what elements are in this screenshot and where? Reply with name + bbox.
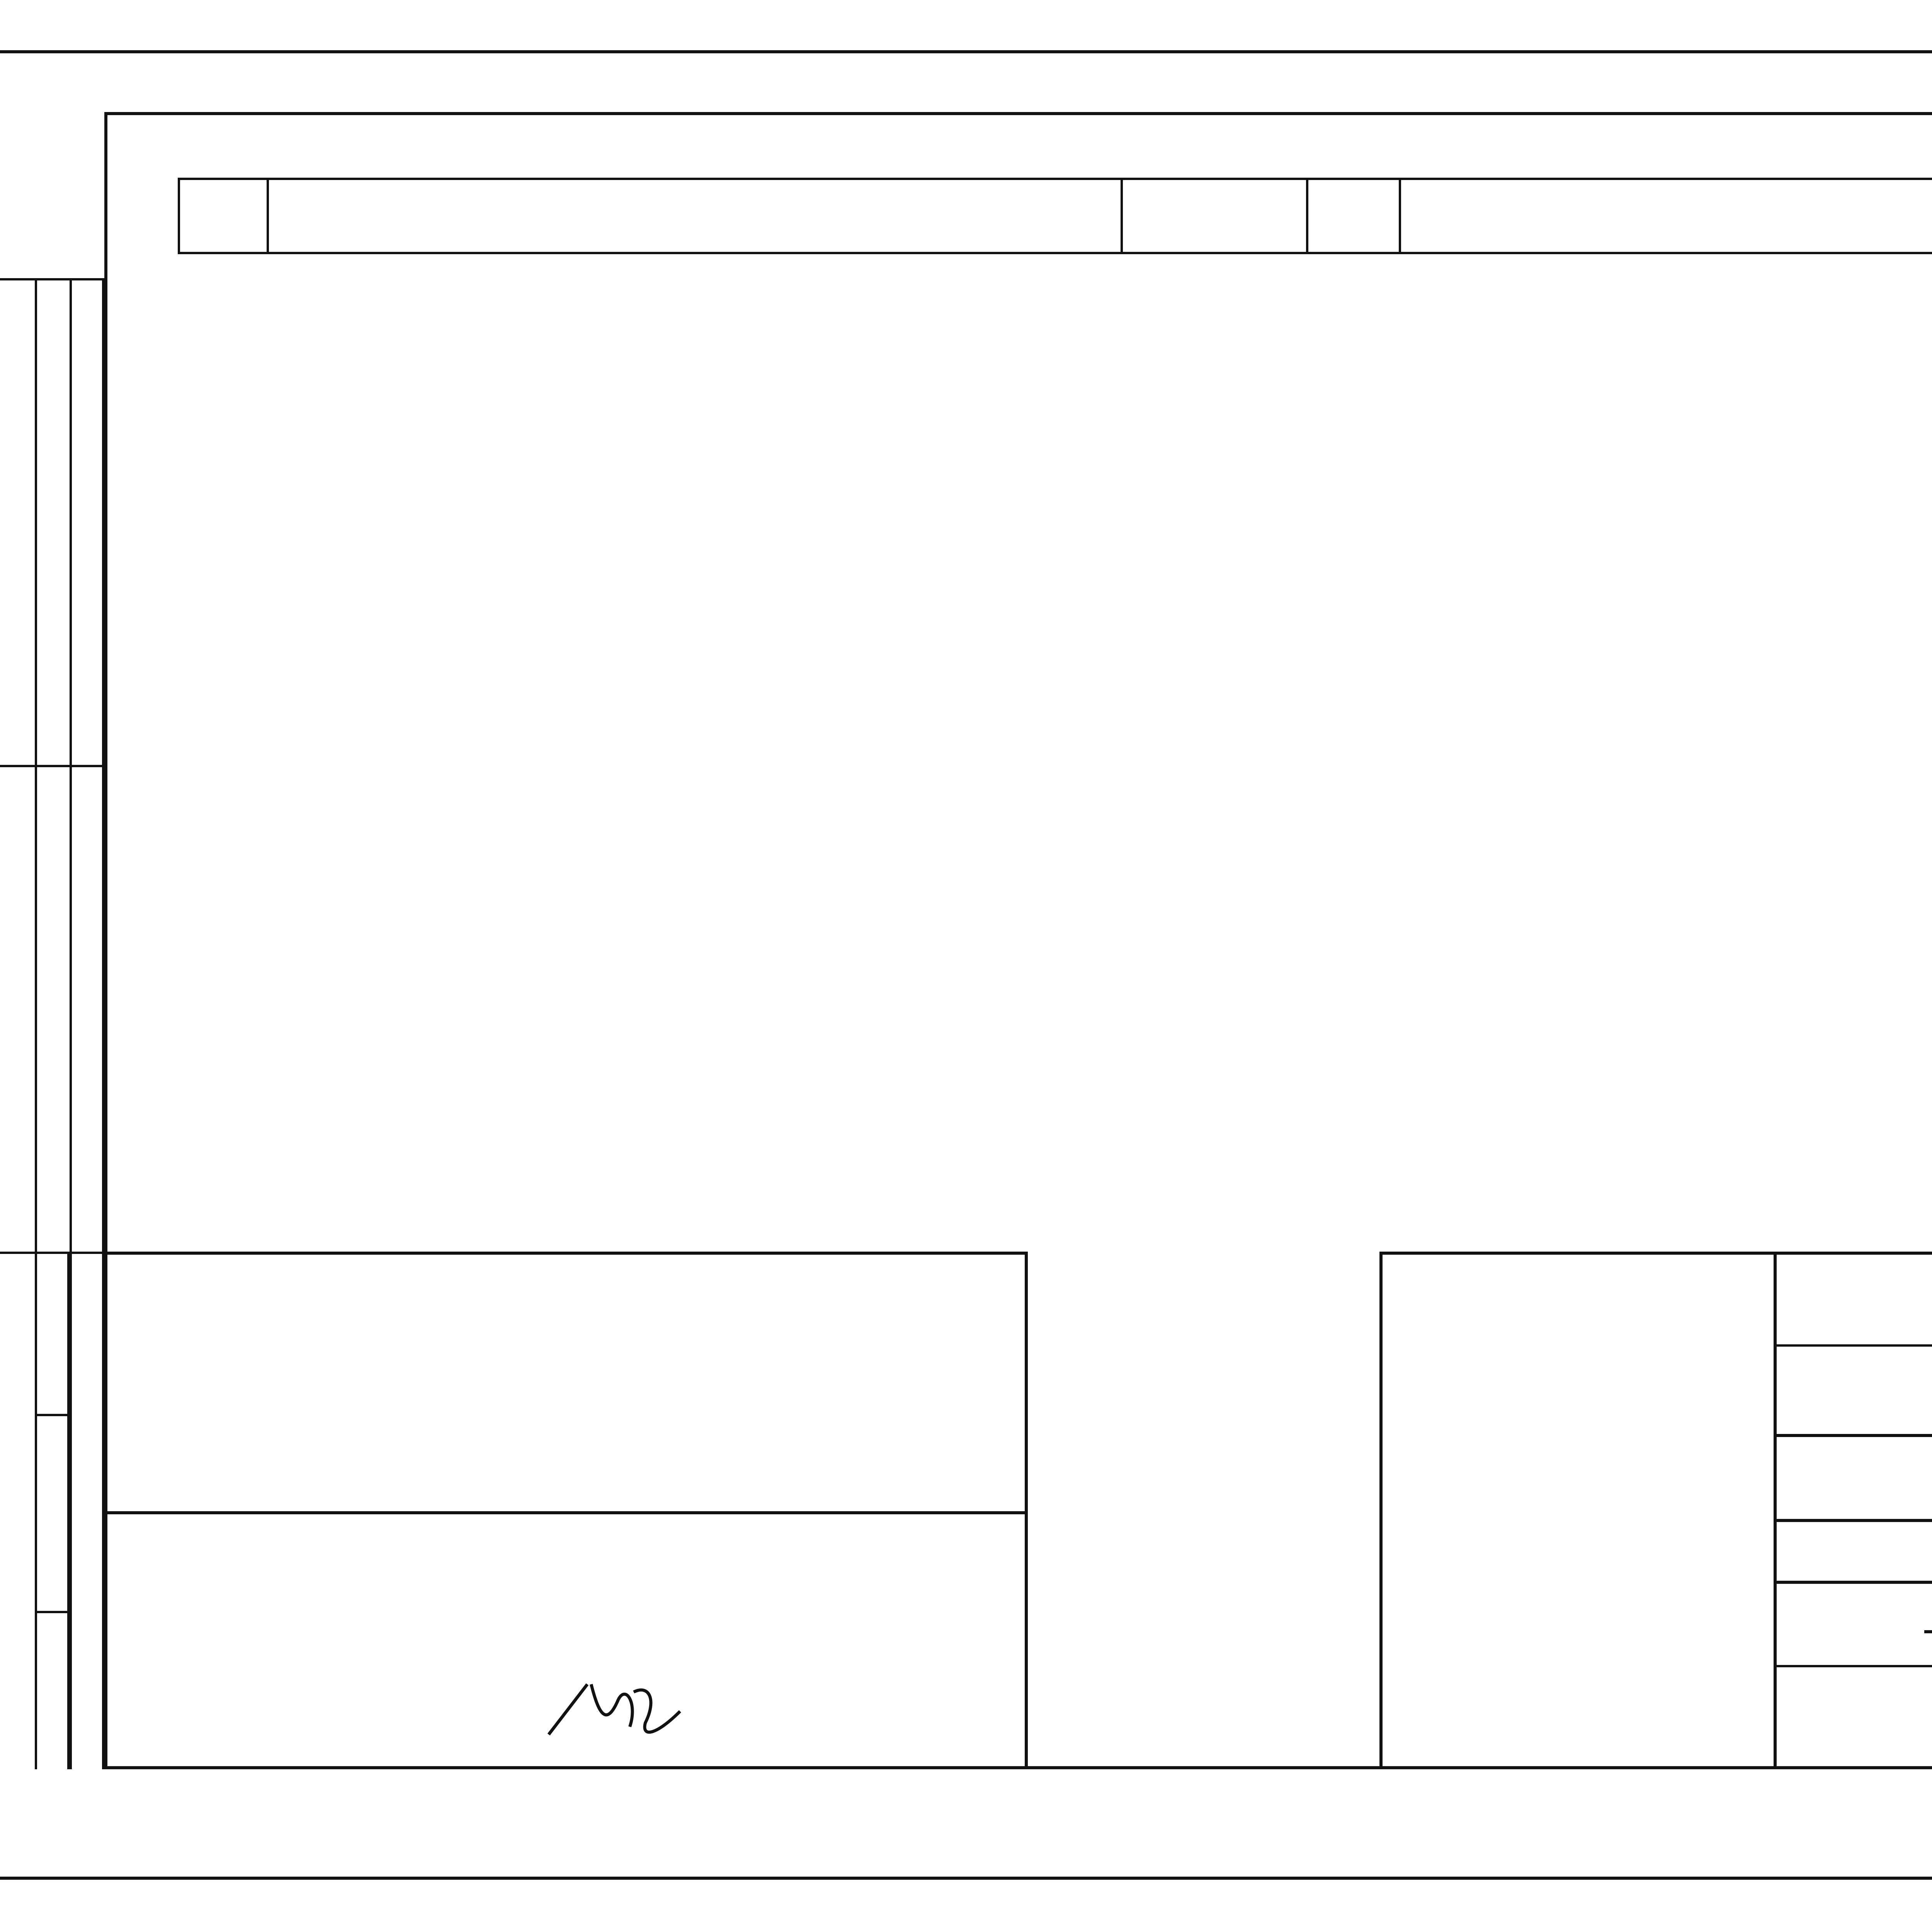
drawing-list-right <box>1306 178 1932 254</box>
col-sheet-header <box>1307 179 1400 253</box>
stamp-project-box <box>1774 1522 1932 1584</box>
binding-divider-h1 <box>0 765 104 767</box>
note2-signature <box>541 1669 696 1746</box>
side-stamp-sep-2 <box>35 1611 70 1613</box>
stamp-dash <box>1924 1630 1932 1633</box>
side-stamp <box>35 1252 70 1769</box>
col-name-header <box>268 179 1122 253</box>
side-stamp-sep-1 <box>35 1414 70 1416</box>
table-header-row <box>1307 179 1932 253</box>
footer <box>1762 1789 1932 1835</box>
col-name-header <box>1400 179 1932 253</box>
drawing-list-left <box>178 178 1308 254</box>
stamp-title-hline <box>1774 1665 1932 1667</box>
outer-top-line <box>0 50 1932 53</box>
col-sheet-header <box>179 179 268 253</box>
stamp-privyazan-hline <box>1774 1344 1932 1347</box>
outer-bottom-line <box>0 1877 1932 1880</box>
table-header-row <box>179 179 1307 253</box>
note1-box <box>104 1252 1028 1514</box>
col-note-header <box>1122 179 1307 253</box>
stamp-lower-box <box>1774 1584 1932 1769</box>
stamp-code-box <box>1774 1437 1932 1522</box>
binding-divider-2 <box>70 278 72 1769</box>
